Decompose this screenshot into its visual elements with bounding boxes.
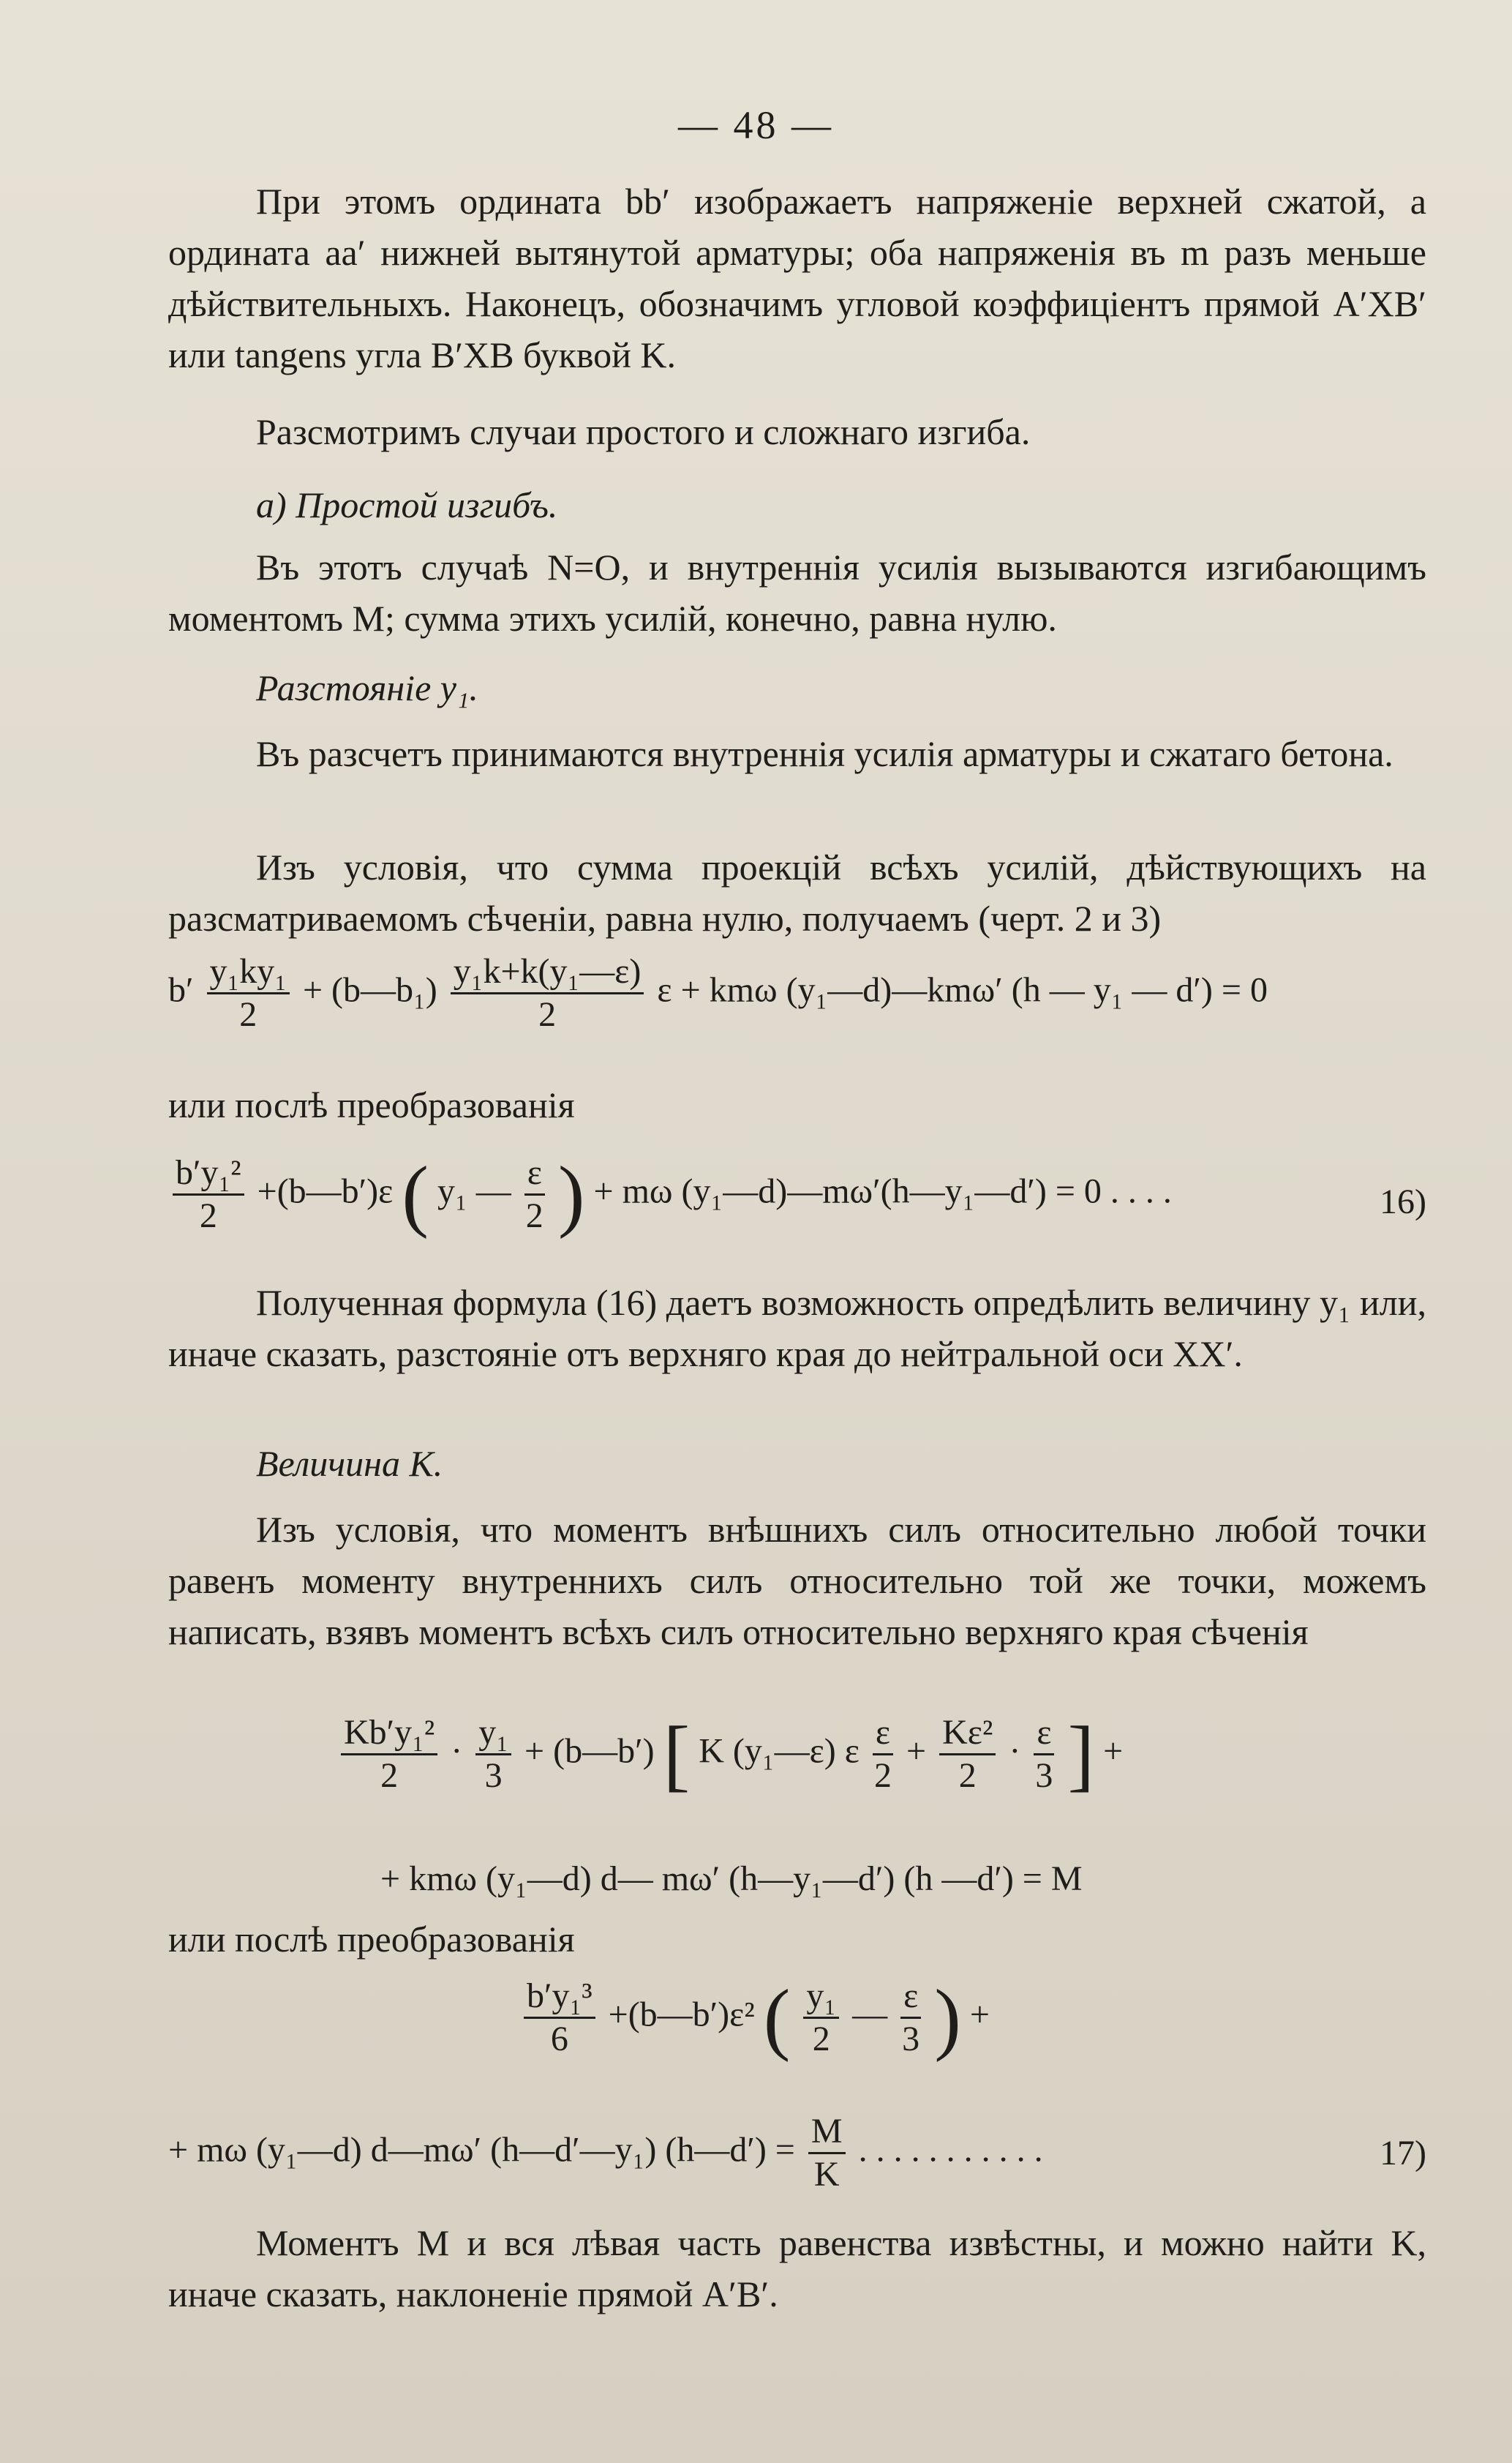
eq17-f1-den: 6: [550, 2020, 568, 2058]
eq17-f1-num: b′y₁³: [524, 1976, 595, 2019]
paragraph-simple-bending: Въ этотъ случаѣ N=O, и внутреннія усилія вызываются изгибающимъ моментомъ M; сумма этихъ усилій, конечно, равна нулю.: [168, 547, 1426, 639]
eq2-f5-num: ε: [1034, 1712, 1054, 1755]
eq17-fraction-4: [808, 2111, 846, 2195]
eq2-dot: ·: [1009, 1731, 1021, 1771]
eq2-f3-num: ε: [873, 1712, 893, 1755]
eq16-inner: y₁ —: [437, 1171, 511, 1211]
page-number: — 48 —: [678, 103, 834, 147]
eq2-f4-num: Kε²: [939, 1712, 996, 1755]
eq16-close-paren: ): [557, 1152, 585, 1240]
equation-projections: [168, 951, 1426, 1039]
eq2-dot: ·: [451, 1731, 463, 1771]
eq17-minus: —: [852, 1995, 888, 2034]
eq17-dots: . . . . . . . . . . .: [858, 2130, 1043, 2170]
equation-16: [168, 1152, 1426, 1255]
eq17-f4-num: M: [808, 2111, 846, 2154]
eq2-f5-den: 3: [1035, 1756, 1053, 1795]
eq2-f2-num: y₁: [475, 1712, 511, 1755]
eq17-tail: +: [969, 1995, 990, 2034]
eq2-f1-num: Kb′y₁²: [341, 1712, 437, 1755]
eq17-fraction-2: [803, 1976, 839, 2060]
paragraph-formula-16: Полученная формула (16) даетъ возможность опредѣлить величину y₁ или, иначе сказать, разстояніе отъ верхняго края до нейтральной оси XX′.: [168, 1282, 1426, 1374]
eq17-close-paren: ): [934, 1976, 961, 2063]
eq16-open-paren: (: [402, 1152, 429, 1240]
eq2-fraction-5: [1034, 1712, 1054, 1796]
eq16-number: 16): [1380, 1182, 1426, 1221]
eq17-open-paren: (: [763, 1976, 791, 2063]
paragraph-cases: Разсмотримъ случаи простого и сложнаго изгиба.: [256, 411, 1031, 452]
eq16-f1-num: b′y₁²: [173, 1152, 244, 1196]
eq16-f2-num: ε: [524, 1152, 545, 1196]
heading-simple-bending: а) Простой изгибъ.: [256, 484, 558, 525]
eq1-term: + (b—b₁): [302, 970, 437, 1010]
after-transform-1: или послѣ преобразованія: [168, 1084, 575, 1125]
eq16-f2-den: 2: [525, 1196, 544, 1235]
eq17-f2-den: 2: [812, 2020, 830, 2058]
eq1-term: b′: [168, 970, 194, 1010]
eq2-fraction-2: [475, 1712, 511, 1796]
eq17-f2-num: y₁: [803, 1976, 839, 2019]
paragraph-conclusion: Моментъ M и вся лѣвая часть равенства извѣстны, и можно найти K, иначе сказать, наклоненіе прямой A′B′.: [168, 2222, 1426, 2314]
eq2-plus: +: [906, 1731, 927, 1771]
paragraph-projection-condition: Изъ условія, что сумма проекцій всѣхъ усилій, дѣйствующихъ на разсматриваемомъ сѣченіи, равна нулю, получаемъ (черт. 2 и 3): [168, 847, 1426, 939]
eq2-term: + (b—b′): [524, 1731, 655, 1771]
equation-moments: [168, 1712, 1426, 1815]
eq17-fraction-1: [524, 1976, 595, 2060]
eq1-f1-num: y₁ky₁: [207, 951, 290, 994]
eq17-f3-den: 3: [902, 2020, 920, 2058]
after-transform-2: или послѣ преобразованія: [168, 1919, 575, 1960]
heading-value-k: Величина K.: [256, 1443, 443, 1484]
eq2-f4-den: 2: [958, 1756, 977, 1795]
paragraph-calculation: Въ разсчетъ принимаются внутреннія усилія арматуры и сжатаго бетона.: [256, 733, 1393, 774]
paragraph-moment-condition: Изъ условія, что моментъ внѣшнихъ силъ относительно любой точки равенъ моменту внутреннихъ силъ относительно той же точки, можемъ написать, взявъ моментъ всѣхъ силъ относительно верхняго края сѣченія: [168, 1509, 1426, 1652]
eq2-inner: K (y₁—ε) ε: [699, 1731, 860, 1771]
eq2-fraction-1: [341, 1712, 437, 1796]
equation-moments-line2: + kmω (y₁—d) d— mω′ (h—y₁—d′) (h —d′) = M: [380, 1859, 1083, 1898]
eq1-fraction-1: [207, 951, 290, 1035]
eq2-fraction-4: [939, 1712, 996, 1796]
eq2-f3-den: 2: [873, 1756, 892, 1795]
eq17-line2-text: + mω (y₁—d) d—mω′ (h—d′—y₁) (h—d′) =: [168, 2130, 795, 2170]
eq17-f4-den: K: [813, 2155, 840, 2194]
eq1-fraction-2: [451, 951, 644, 1035]
paragraph-ordinate: При этомъ ордината bb′ изображаетъ напряженіе верхней сжатой, а ордината aa′ нижней вытянутой арматуры; оба напряженія въ m разъ меньше дѣйствительныхъ. Наконецъ, обозначимъ угловой коэффиціентъ прямой A′XB′ или tangens угла B′XB буквой K.: [168, 181, 1426, 375]
eq16-f1-den: 2: [199, 1196, 217, 1235]
eq1-f1-den: 2: [239, 995, 257, 1034]
eq2-close-bracket: ]: [1067, 1712, 1095, 1799]
eq1-f2-den: 2: [538, 995, 557, 1034]
eq16-fraction-2: [524, 1152, 545, 1237]
eq17-fraction-3: [900, 1976, 921, 2060]
eq16-fraction-1: [173, 1152, 244, 1237]
equation-17: [168, 1976, 1426, 2085]
eq17-term: +(b—b′)ε²: [608, 1995, 755, 2034]
eq2-fraction-3: [873, 1712, 893, 1796]
eq17-number: 17): [1380, 2134, 1426, 2173]
eq16-term: + mω (y₁—d)—mω′(h—y₁—d′) = 0 . . . .: [593, 1171, 1172, 1211]
eq2-tail: +: [1103, 1731, 1124, 1771]
eq17-f3-num: ε: [900, 1976, 921, 2019]
heading-distance-y1: Разстояніе y₁.: [256, 667, 478, 708]
eq16-term: +(b—b′)ε: [257, 1171, 394, 1211]
equation-17-line2: [168, 2111, 1426, 2199]
eq2-f2-den: 3: [484, 1756, 503, 1795]
eq2-open-bracket: [: [663, 1712, 691, 1799]
eq1-f2-num: y₁k+k(y₁—ε): [451, 951, 644, 994]
eq1-term: ε + kmω (y₁—d)—kmω′ (h — y₁ — d′) = 0: [657, 970, 1268, 1010]
eq2-f1-den: 2: [380, 1756, 399, 1795]
